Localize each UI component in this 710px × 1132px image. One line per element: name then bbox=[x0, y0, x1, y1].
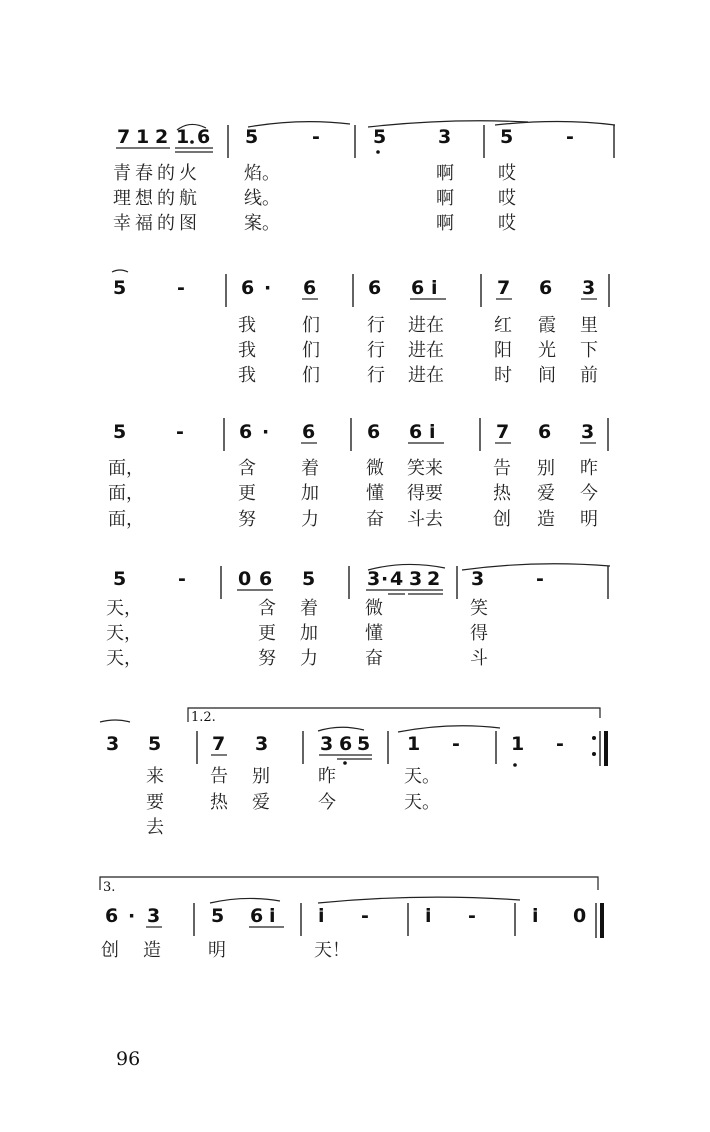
note: - bbox=[312, 126, 320, 148]
lyric: 行 bbox=[367, 365, 385, 386]
lyric: 天， bbox=[106, 648, 142, 669]
note: - bbox=[566, 126, 574, 148]
note: 1 bbox=[407, 733, 421, 755]
lyric: 爱 bbox=[537, 483, 555, 504]
dot bbox=[343, 761, 347, 765]
note: i bbox=[425, 905, 432, 927]
lyric: 着 bbox=[300, 598, 318, 619]
note: i bbox=[429, 421, 436, 443]
note: 5 bbox=[373, 126, 387, 148]
note: 6 bbox=[259, 568, 273, 590]
lyric: 航 bbox=[179, 188, 197, 209]
system-6 bbox=[100, 877, 602, 961]
note: 6 bbox=[239, 421, 253, 443]
lyric: 春 bbox=[135, 163, 153, 184]
note: - bbox=[536, 568, 544, 590]
note: 3 bbox=[438, 126, 452, 148]
lyric: 进在 bbox=[408, 315, 444, 336]
lyric: 焰。 bbox=[244, 163, 280, 184]
dot bbox=[376, 150, 380, 154]
lyric: 里 bbox=[580, 315, 598, 336]
lyric: 理 bbox=[113, 188, 131, 209]
lyric: 福 bbox=[135, 213, 153, 234]
lyric: 着 bbox=[301, 458, 319, 479]
system-5 bbox=[100, 708, 606, 838]
lyric: 更 bbox=[258, 623, 276, 644]
lyric: 的 bbox=[157, 188, 175, 209]
slur bbox=[495, 122, 615, 126]
volta-label: 3. bbox=[103, 880, 116, 895]
lyric: 含 bbox=[238, 458, 256, 479]
note: - bbox=[177, 277, 185, 299]
lyric: 天。 bbox=[404, 792, 440, 813]
note: - bbox=[556, 733, 564, 755]
lyric: 含 bbox=[258, 598, 276, 619]
note: - bbox=[452, 733, 460, 755]
lyric: 面， bbox=[108, 458, 144, 479]
note: 3 bbox=[106, 733, 120, 755]
lyric: 创 bbox=[101, 940, 119, 961]
lyric: 们 bbox=[302, 315, 320, 336]
lyric: 创 bbox=[493, 509, 511, 530]
note: 5 bbox=[113, 277, 127, 299]
note: · bbox=[264, 277, 272, 299]
lyric: 进在 bbox=[408, 340, 444, 361]
lyric: 哎 bbox=[498, 163, 516, 184]
dot bbox=[190, 140, 194, 144]
volta-bracket bbox=[188, 708, 600, 722]
lyric: 更 bbox=[238, 483, 256, 504]
lyric: 斗 bbox=[470, 648, 488, 669]
lyric: 努 bbox=[238, 509, 256, 530]
system-3 bbox=[108, 418, 608, 530]
lyric: 笑 bbox=[470, 598, 488, 619]
lyric: 天。 bbox=[404, 766, 440, 787]
slur bbox=[248, 122, 350, 127]
note: 7 bbox=[497, 277, 511, 299]
lyric: 天， bbox=[106, 623, 142, 644]
lyric: 加 bbox=[300, 623, 318, 644]
repeat-dot bbox=[592, 752, 596, 756]
lyric: 热 bbox=[210, 792, 228, 813]
lyric: 懂 bbox=[365, 623, 383, 644]
lyric: 啊 bbox=[436, 163, 454, 184]
lyric: 面， bbox=[108, 483, 144, 504]
note: - bbox=[468, 905, 476, 927]
lyric: 案。 bbox=[244, 213, 280, 234]
note: 2 bbox=[155, 126, 169, 148]
lyric: 啊 bbox=[436, 213, 454, 234]
lyric: 告 bbox=[493, 458, 511, 479]
lyric: 线。 bbox=[244, 188, 280, 209]
slur bbox=[100, 720, 130, 722]
note: 6 bbox=[409, 421, 423, 443]
lyric: 们 bbox=[302, 340, 320, 361]
lyric: 热 bbox=[493, 483, 511, 504]
note: · bbox=[381, 568, 389, 590]
lyric: 造 bbox=[143, 940, 161, 961]
note: 6 bbox=[105, 905, 119, 927]
lyric: 天， bbox=[106, 598, 142, 619]
lyric: 们 bbox=[302, 365, 320, 386]
note: 3 bbox=[471, 568, 485, 590]
note: 5 bbox=[113, 421, 127, 443]
lyric: 今 bbox=[580, 483, 598, 504]
note: i bbox=[532, 905, 539, 927]
lyric: 微 bbox=[366, 458, 384, 479]
note: 0 bbox=[573, 905, 587, 927]
lyric: 图 bbox=[179, 213, 197, 234]
page-number: 96 bbox=[116, 1048, 141, 1070]
note: 5 bbox=[245, 126, 259, 148]
lyric: 要 bbox=[146, 792, 164, 813]
lyric: 明 bbox=[580, 509, 598, 530]
lyric: 告 bbox=[210, 766, 228, 787]
note: 6 bbox=[303, 277, 317, 299]
lyric: 间 bbox=[538, 365, 556, 386]
note: 6 bbox=[539, 277, 553, 299]
lyric: 今 bbox=[318, 792, 336, 813]
slur bbox=[318, 897, 520, 903]
note: 6 bbox=[368, 277, 382, 299]
lyric: 昨 bbox=[318, 766, 336, 787]
system-4 bbox=[106, 564, 610, 669]
lyric: 我 bbox=[238, 365, 256, 386]
lyric: 前 bbox=[580, 365, 598, 386]
note: 5 bbox=[302, 568, 316, 590]
lyric: 笑来 bbox=[407, 458, 443, 479]
note: 5 bbox=[148, 733, 162, 755]
lyric: 啊 bbox=[436, 188, 454, 209]
note: 3 bbox=[320, 733, 334, 755]
lyric: 进在 bbox=[408, 365, 444, 386]
note: 4 bbox=[390, 568, 404, 590]
note: · bbox=[128, 905, 136, 927]
note: - bbox=[178, 568, 186, 590]
lyric: 天！ bbox=[314, 940, 350, 961]
note: 7 bbox=[496, 421, 510, 443]
note: · bbox=[262, 421, 270, 443]
lyric: 得要 bbox=[407, 483, 443, 504]
note: 6 bbox=[250, 905, 264, 927]
lyric: 哎 bbox=[498, 188, 516, 209]
repeat-dot bbox=[592, 736, 596, 740]
lyric: 行 bbox=[367, 315, 385, 336]
note: 7 bbox=[117, 126, 131, 148]
lyric: 奋 bbox=[365, 648, 383, 669]
dot bbox=[513, 763, 517, 767]
note: i bbox=[431, 277, 438, 299]
lyric: 的 bbox=[157, 163, 175, 184]
lyric: 力 bbox=[300, 648, 318, 669]
lyric: 光 bbox=[538, 340, 556, 361]
lyric: 面， bbox=[108, 509, 144, 530]
slur bbox=[398, 726, 500, 732]
note: 5 bbox=[357, 733, 371, 755]
note: - bbox=[361, 905, 369, 927]
note: 5 bbox=[211, 905, 225, 927]
lyric: 去 bbox=[146, 817, 164, 838]
lyric: 想 bbox=[135, 188, 153, 209]
note: 6 bbox=[302, 421, 316, 443]
lyric: 来 bbox=[146, 766, 164, 787]
note: 0 bbox=[238, 568, 252, 590]
slur bbox=[210, 898, 280, 903]
lyric: 红 bbox=[494, 315, 512, 336]
note: 2 bbox=[427, 568, 441, 590]
note: 6 bbox=[411, 277, 425, 299]
note: i bbox=[318, 905, 325, 927]
note: 3 bbox=[409, 568, 423, 590]
system-2 bbox=[112, 270, 609, 386]
note: 3 bbox=[582, 277, 596, 299]
note: i bbox=[269, 905, 276, 927]
note: 3 bbox=[367, 568, 381, 590]
lyric: 得 bbox=[470, 623, 488, 644]
lyric: 昨 bbox=[580, 458, 598, 479]
lyric: 我 bbox=[238, 315, 256, 336]
lyric: 斗去 bbox=[407, 509, 443, 530]
lyric: 幸 bbox=[113, 213, 131, 234]
lyric: 的 bbox=[157, 213, 175, 234]
note: 5 bbox=[500, 126, 514, 148]
volta-label: 1.2. bbox=[191, 710, 216, 725]
lyric: 爱 bbox=[252, 792, 270, 813]
lyric: 力 bbox=[301, 509, 319, 530]
lyric: 霞 bbox=[538, 315, 556, 336]
note: 6 bbox=[538, 421, 552, 443]
lyric: 明 bbox=[208, 940, 226, 961]
lyric: 懂 bbox=[366, 483, 384, 504]
note: 1 bbox=[511, 733, 525, 755]
lyric: 行 bbox=[367, 340, 385, 361]
volta-bracket bbox=[100, 877, 598, 890]
note: 3 bbox=[147, 905, 161, 927]
lyric: 微 bbox=[365, 598, 383, 619]
lyric: 别 bbox=[537, 458, 555, 479]
note: 1 bbox=[136, 126, 150, 148]
note: 7 bbox=[212, 733, 226, 755]
lyric: 别 bbox=[252, 766, 270, 787]
lyric: 造 bbox=[537, 509, 555, 530]
lyric: 奋 bbox=[366, 509, 384, 530]
note: 6 bbox=[367, 421, 381, 443]
note: 1 bbox=[176, 126, 190, 148]
lyric: 阳 bbox=[494, 340, 512, 361]
system-1 bbox=[113, 121, 615, 234]
lyric: 时 bbox=[494, 365, 512, 386]
note: - bbox=[176, 421, 184, 443]
note: 3 bbox=[581, 421, 595, 443]
note: 6 bbox=[197, 126, 211, 148]
lyric: 我 bbox=[238, 340, 256, 361]
note: 6 bbox=[241, 277, 255, 299]
lyric: 下 bbox=[580, 340, 598, 361]
slur bbox=[318, 727, 364, 731]
lyric: 努 bbox=[258, 648, 276, 669]
slur bbox=[112, 270, 128, 272]
lyric: 青 bbox=[113, 163, 131, 184]
lyric: 哎 bbox=[498, 213, 516, 234]
lyric: 火 bbox=[179, 163, 197, 184]
lyric: 加 bbox=[301, 483, 319, 504]
note: 3 bbox=[255, 733, 269, 755]
note: 5 bbox=[113, 568, 127, 590]
note: 6 bbox=[339, 733, 353, 755]
